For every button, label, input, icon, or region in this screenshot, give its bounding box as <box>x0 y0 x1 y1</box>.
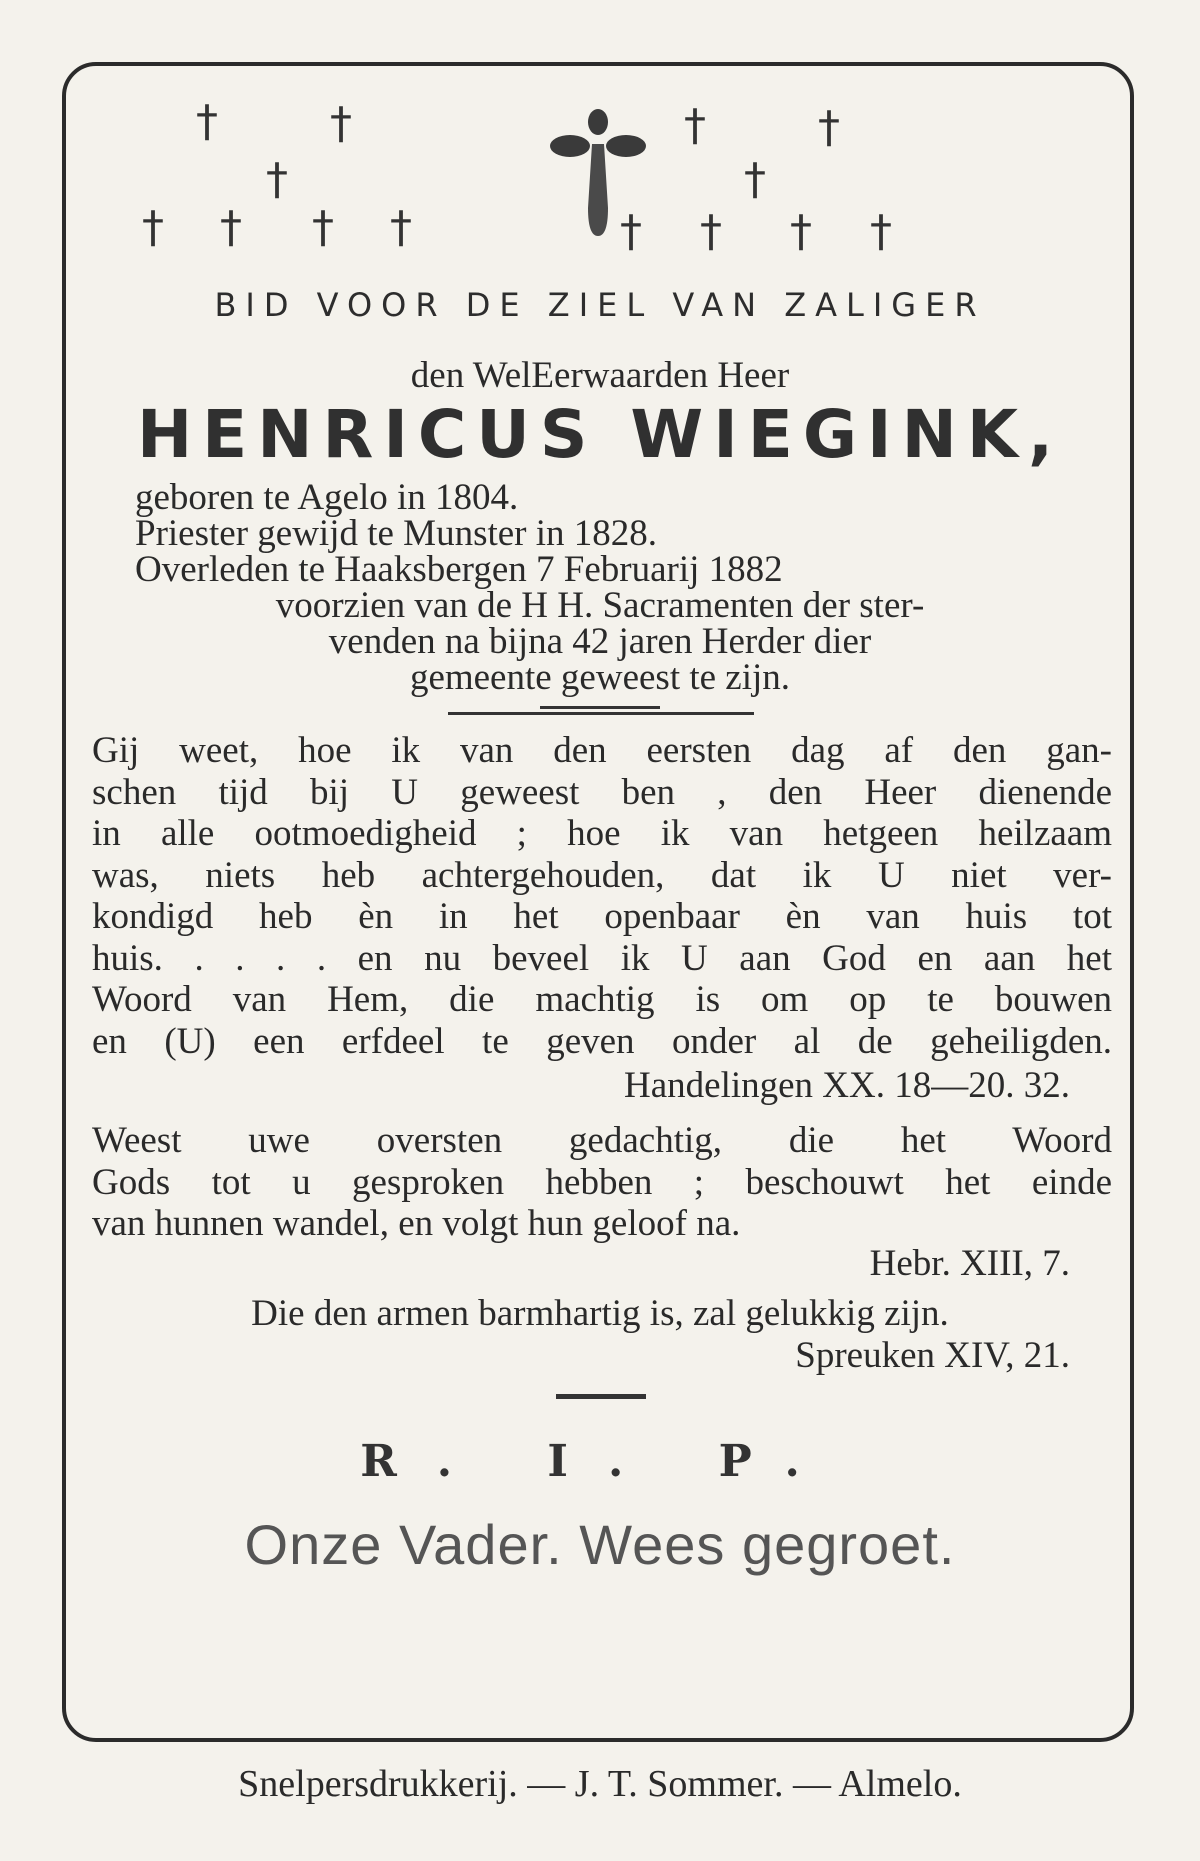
scripture-quote-acts <box>92 730 1112 1062</box>
quote-line: in alle ootmoedigheid ; hoe ik van hetgeen heilzaam <box>92 813 1112 854</box>
bio-line: Overleden te Haaksbergen 7 Februarij 1882 <box>135 549 783 590</box>
divider-ornament <box>540 706 660 709</box>
bio-line: voorzien van de H H. Sacramenten der ster- <box>275 585 925 626</box>
small-cross-icon: † <box>700 206 722 257</box>
quote-line: huis. . . . . en nu beveel ik U aan God en aan het <box>92 937 1112 979</box>
quote-line: Woord van Hem, die machtig is om op te bouwen <box>92 979 1112 1020</box>
quote-line: Weest uwe oversten gedachtig, die het Woord <box>92 1120 1112 1161</box>
small-cross-icon: † <box>790 206 812 257</box>
quote-source: Hebr. XIII, 7. <box>869 1243 1070 1284</box>
divider-rule <box>448 712 754 715</box>
ornamental-cross-icon <box>548 108 648 240</box>
small-cross-icon: † <box>390 202 412 253</box>
bio-line: gemeente geweest te zijn. <box>409 657 791 698</box>
divider-rule <box>556 1394 646 1399</box>
small-cross-icon: † <box>142 202 164 253</box>
bio-line: venden na bijna 42 jaren Herder dier <box>328 621 872 662</box>
bio-line: Priester gewijd te Munster in 1828. <box>135 513 658 554</box>
prayer-line: Onze Vader. Wees gegroet. <box>244 1513 956 1576</box>
small-cross-icon: † <box>620 206 642 257</box>
deceased-name: HENRICUS WIEGINK, <box>136 396 1064 473</box>
small-cross-icon: † <box>870 206 892 257</box>
quote-line: Gij weet, hoe ik van den eersten dag af den gan- <box>92 730 1112 771</box>
scripture-quote-hebrews <box>92 1120 1112 1245</box>
quote-line: van hunnen wandel, en volgt hun geloof na. <box>92 1203 741 1244</box>
quote-line: schen tijd bij U geweest ben , den Heer dienende <box>92 771 1112 813</box>
invocation-heading: BID VOOR DE ZIEL VAN ZALIGER <box>214 286 986 324</box>
bio-line: geboren te Agelo in 1804. <box>135 477 519 518</box>
small-cross-icon: † <box>196 96 218 147</box>
scripture-quote-proverbs: Die den armen barmhartig is, zal gelukkig zijn. <box>251 1293 949 1334</box>
small-cross-icon: † <box>330 98 352 149</box>
printer-imprint: Snelpersdrukkerij. — J. T. Sommer. — Almelo. <box>238 1763 962 1805</box>
quote-line: en (U) een erfdeel te geven onder al de geheiligden. <box>92 1020 1112 1062</box>
quote-source: Handelingen XX. 18—20. 32. <box>624 1065 1070 1106</box>
quote-line: Gods tot u gesproken hebben ; beschouwt het einde <box>92 1161 1112 1203</box>
quote-line: was, niets heb achtergehouden, dat ik U niet ver- <box>92 854 1112 896</box>
quote-line: kondigd heb èn in het openbaar èn van huis tot <box>92 896 1112 937</box>
small-cross-icon: † <box>818 102 840 153</box>
small-cross-icon: † <box>266 154 288 205</box>
small-cross-icon: † <box>684 100 706 151</box>
small-cross-icon: † <box>744 154 766 205</box>
rip-text: R. I. P. <box>360 1436 840 1487</box>
small-cross-icon: † <box>312 202 334 253</box>
quote-source: Spreuken XIV, 21. <box>795 1335 1070 1376</box>
small-cross-icon: † <box>220 202 242 253</box>
honorific-line: den WelEerwaarden Heer <box>410 355 790 396</box>
